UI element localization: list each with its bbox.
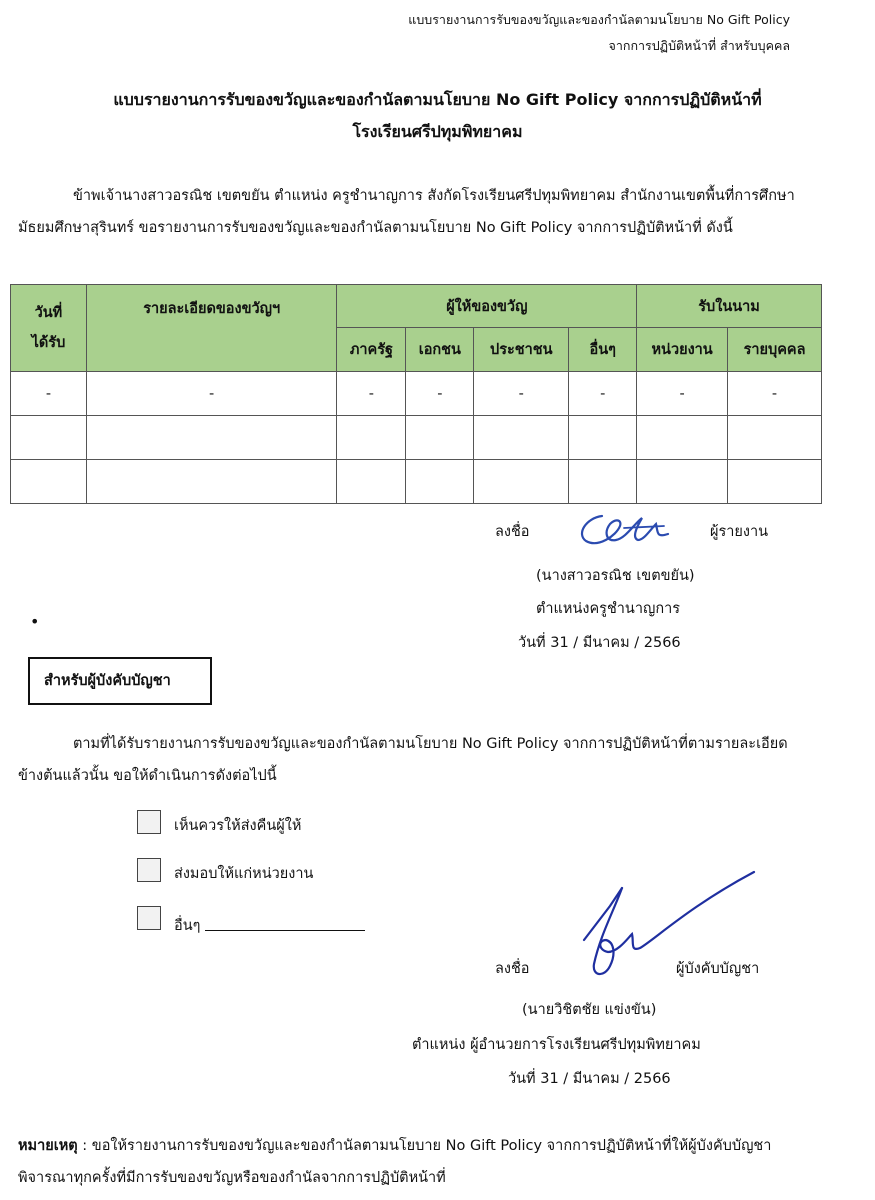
footer-note (18, 1130, 808, 1194)
table-cell (86, 416, 337, 460)
reporter-role: ผู้รายงาน (710, 524, 769, 540)
bullet-mark: • (30, 612, 40, 631)
table-row (11, 372, 822, 416)
page-title: แบบรายงานการรับของขวัญและของกำนัลตามนโยบาย No Gift Policy จากการปฏิบัติหน้าที่ (113, 90, 762, 109)
table-cell (569, 416, 637, 460)
reporter-date: วันที่ 31 / มีนาคม / 2566 (518, 635, 681, 651)
table-cell: - (11, 372, 87, 416)
sub-other-header: อื่นๆ (569, 328, 637, 372)
page-subtitle: โรงเรียนศรีปทุมพิทยาคม (352, 122, 523, 141)
table-cell (728, 416, 822, 460)
col-date-label: วันที่ (34, 305, 63, 321)
table-cell (637, 416, 728, 460)
table-cell: - (337, 372, 406, 416)
table-cell (569, 460, 637, 504)
table-cell: - (86, 372, 337, 416)
admin-sign-label: ลงชื่อ (495, 961, 530, 977)
table-cell (86, 460, 337, 504)
table-cell (11, 460, 87, 504)
header-form-subtitle: จากการปฏิบัติหน้าที่ สำหรับบุคคล (608, 38, 790, 53)
sub-public-header: ประชาชน (474, 328, 569, 372)
option-handover-checkbox[interactable] (137, 858, 161, 882)
note-text: : ขอให้รายงานการรับของขวัญและของกำนัลตามนโยบาย No Gift Policy จากการปฏิบัติหน้าที่ให้ผู้บังคับบัญชาพิจารณาทุกครั้งที่มีการรับของขวัญหรือของกำนัลจากการปฏิบัติหน้าที่ (18, 1138, 772, 1186)
gift-report-table (10, 284, 822, 504)
table-cell (728, 460, 822, 504)
option-other-blank-line (205, 930, 365, 931)
sub-person-header: รายบุคคล (728, 328, 822, 372)
admin-section-title: สำหรับผู้บังคับบัญชา (44, 673, 171, 689)
reporter-position: ตำแหน่งครูชำนาญการ (536, 601, 681, 617)
table-cell: - (474, 372, 569, 416)
admin-paragraph: ตามที่ได้รับรายงานการรับของขวัญและของกำนัลตามนโยบาย No Gift Policy จากการปฏิบัติหน้าที่ตามรายละเอียดข้างต้นแล้วนั้น ขอให้ดำเนินการดังต่อไปนี้ (18, 736, 788, 784)
table-cell: - (728, 372, 822, 416)
table-cell: - (637, 372, 728, 416)
header-form-name: แบบรายงานการรับของขวัญและของกำนัลตามนโยบาย No Gift Policy (408, 12, 790, 27)
option-other-checkbox[interactable] (137, 906, 161, 930)
option-other-label: อื่นๆ (174, 918, 201, 934)
table-row (11, 416, 822, 460)
reporter-name: (นางสาวอรณิช เขตขยัน) (536, 568, 695, 584)
note-label: หมายเหตุ (18, 1138, 78, 1154)
table-cell (337, 460, 406, 504)
reporter-sign-label: ลงชื่อ (495, 524, 530, 540)
table-cell (406, 416, 474, 460)
admin-date: วันที่ 31 / มีนาคม / 2566 (508, 1071, 671, 1087)
table-cell (637, 460, 728, 504)
option-return-label: เห็นควรให้ส่งคืนผู้ให้ (174, 818, 302, 834)
reporter-signature (572, 506, 682, 550)
admin-role: ผู้บังคับบัญชา (676, 961, 760, 977)
admin-name: (นายวิชิตชัย แข่งขัน) (522, 1002, 657, 1018)
option-handover-label: ส่งมอบให้แก่หน่วยงาน (174, 866, 314, 882)
table-row (11, 460, 822, 504)
admin-section-box (28, 657, 212, 705)
sub-private-header: เอกชน (406, 328, 474, 372)
table-cell (337, 416, 406, 460)
col-received-header: รับในนาม (637, 285, 822, 328)
table-cell (406, 460, 474, 504)
table-cell (474, 460, 569, 504)
sub-state-header: ภาครัฐ (337, 328, 406, 372)
col-date-label-2: ได้รับ (31, 335, 66, 351)
sub-agency-header: หน่วยงาน (637, 328, 728, 372)
table-cell (474, 416, 569, 460)
option-return-checkbox[interactable] (137, 810, 161, 834)
table-cell (11, 416, 87, 460)
admin-position: ตำแหน่ง ผู้อำนวยการโรงเรียนศรีปทุมพิทยาคม (412, 1037, 701, 1053)
intro-paragraph: ข้าพเจ้านางสาวอรณิช เขตขยัน ตำแหน่ง ครูชำนาญการ สังกัดโรงเรียนศรีปทุมพิทยาคม สำนักงานเขตพื้นที่การศึกษามัธยมศึกษาสุรินทร์ ขอรายงานการรับของขวัญและของกำนัลตามนโยบาย No Gift Policy จากการปฏิบัติหน้าที่ ดังนี้ (18, 188, 795, 236)
table-cell: - (406, 372, 474, 416)
col-detail-header: รายละเอียดของขวัญฯ (86, 285, 337, 372)
col-date-header (11, 285, 87, 372)
table-cell: - (569, 372, 637, 416)
col-giver-header: ผู้ให้ของขวัญ (337, 285, 637, 328)
